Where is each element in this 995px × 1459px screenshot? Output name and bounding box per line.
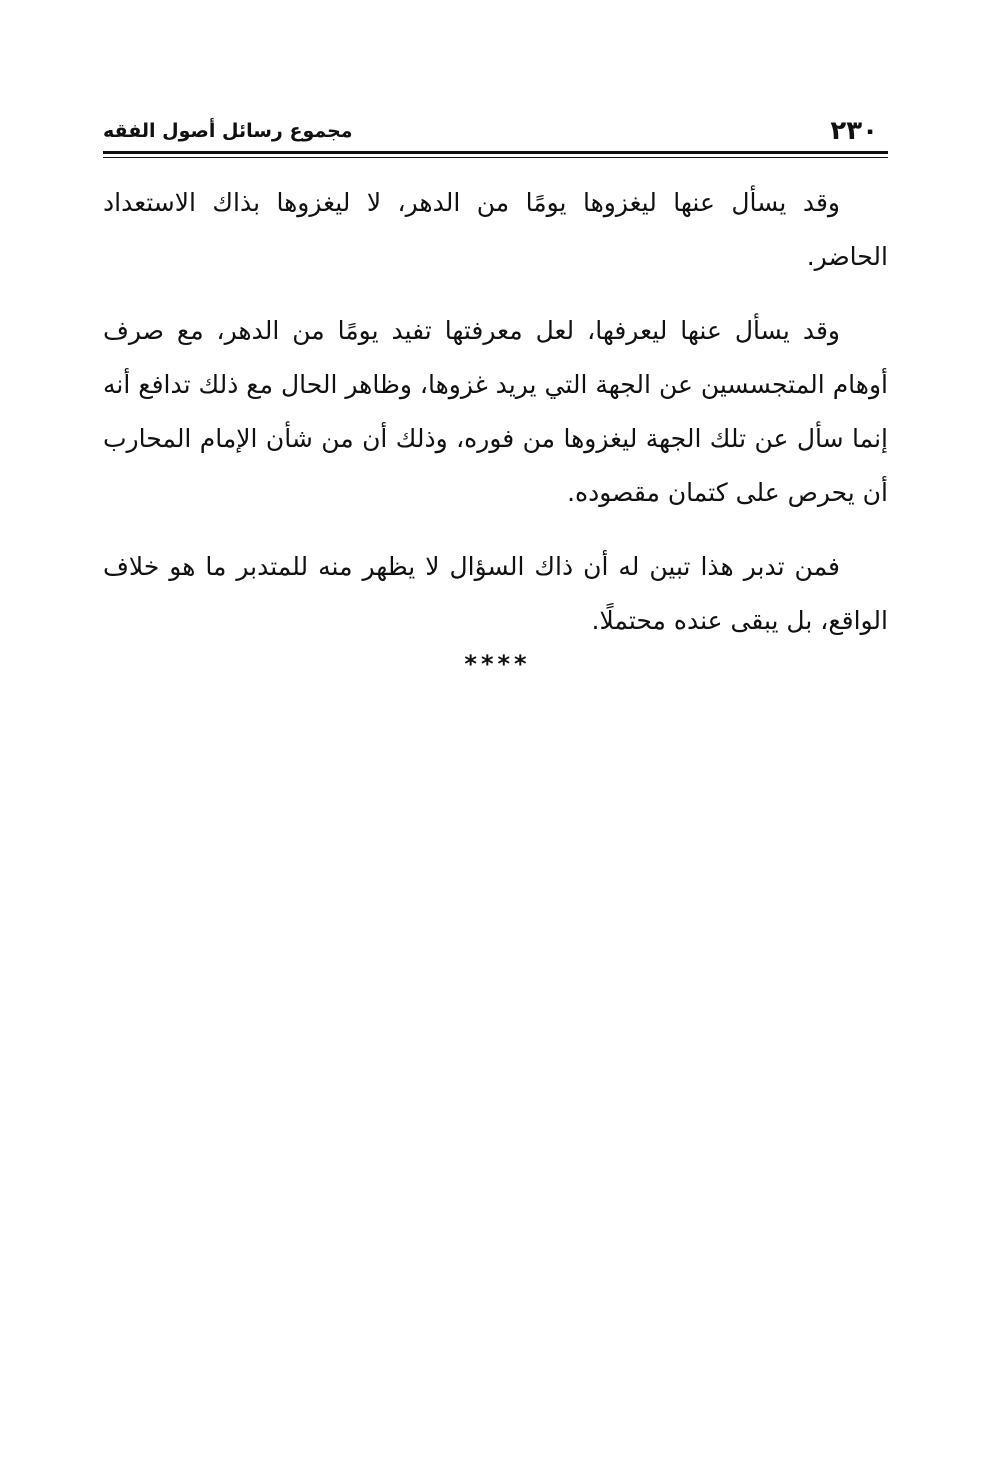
paragraph-3: فمن تدبر هذا تبين له أن ذاك السؤال لا يظهر منه للمتدبر ما هو خلاف الواقع، بل يبقى عنده محتملًا. xyxy=(103,552,888,635)
header-rule-thick xyxy=(103,151,888,154)
body-text xyxy=(103,176,888,668)
paragraph-2: وقد يسأل عنها ليعرفها، لعل معرفتها تفيد يومًا من الدهر، مع صرف أوهام المتجسسين عن الجهة التي يريد غزوها، وظاهر الحال مع ذلك تدافع أنه إنما سأل عن تلك الجهة ليغزوها من فوره، وذلك أن من شأن الإمام المحارب أن يحرص على كتمان مقصوده. xyxy=(103,316,888,507)
header-rule-thin xyxy=(103,157,888,158)
page-number: ٢٣٠ xyxy=(830,116,878,146)
section-separator: **** xyxy=(464,650,531,678)
running-title: مجموع رسائل أصول الفقه xyxy=(103,120,353,142)
paragraph-1: وقد يسأل عنها ليغزوها يومًا من الدهر، لا ليغزوها بذاك الاستعداد الحاضر. xyxy=(103,188,888,271)
page-header xyxy=(103,108,888,148)
